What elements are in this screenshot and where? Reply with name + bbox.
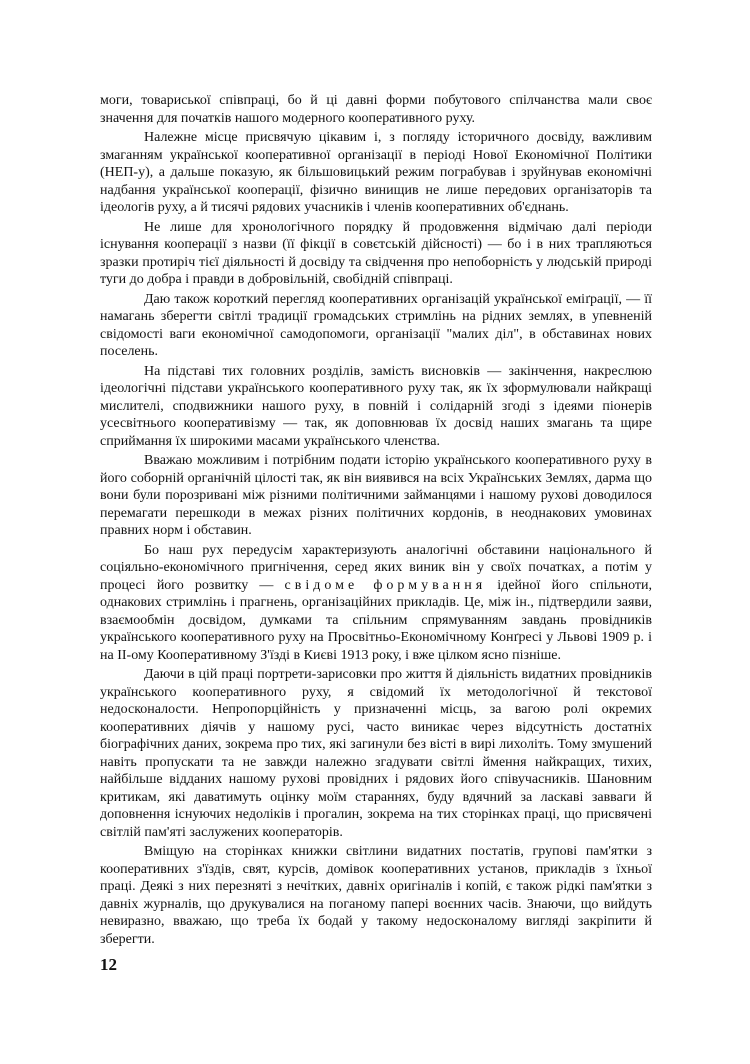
- page-body: [100, 92, 652, 950]
- paragraph-nep-period: Належне місце присвячую цікавим і, з погляду історичного досвіду, важливим змаганням української кооперативної організації в періоді Нової Економічної Політики (НЕП-у), а дальше показую, як більшовицький режим пограбував і зруйнував економічні надбання української кооперації, фізично винищив не лише передових організаторів та ідеологів руху, а й тисячі рядових учасників і членів кооперативних об'єднань.: [100, 130, 652, 215]
- paragraph-text-after: ідейної його спільноти, однакових стримлінь і прагнень, організаційних прикладів. Це, між ін., підтвердили заяви, взаємообмін досвідом, думками та спільним спрямуванням завдань провідників українського кооперативного руху на Просвітньо-Економічному Конґресі у Львові 1909 р. і на ІІ-ому Кооперативному З'їзді в Києві 1913 року, і вже цілком ясно пізніше.: [100, 577, 652, 663]
- paragraph-continuation: моги, товариської співпраці, бо й ці давні форми побутового спілчанства мали своє значення для початків нашого модерного кооперативного руху.: [100, 93, 652, 126]
- paragraph-sobornist: Вважаю можливим і потрібним подати історію українського кооперативного руху в його соборній органічній цілості так, як він виявився на всіх Українських Землях, дарма що вони були порозривані між різними політичними займанцями і нашому рухові доводилося перемагати перешкоди в межах різних політичних кордонів, в неоднакових умовинах правних норм і обставин.: [100, 453, 652, 538]
- paragraph-portraits: Даючи в цій праці портрети-зарисовки про життя й діяльність видатних провідників українського кооперативного руху, я свідомий їх методологічної й текстової недосконалости. Непропорційність у призначенні місць, за вагою ролі окремих кооперативних діячів у нашому русі, часто виникає через відсутність достатніх біографічних даних, зокрема про тих, які загинули без вісті в вирі лихоліть. Тому змушений навіть пропускати та не завжди належно згадувати світлі ймення найкращих, тихих, найбільше відданих нашому рухові провідних і рядових його співучасників. Шановним критикам, які даватимуть оцінку моїм стараннях, буду вдячний за ласкаві завваги й доповнення існуючих недоліків і прогалин, зокрема на тих сторінках праці, що присвячені світлій пам'яті заслужених кооператорів.: [100, 667, 652, 840]
- paragraph-text-before: Бо наш рух передусім характеризують аналогічні обставини національного й соціяльно-економічного пригнічення, серед яких виник він у своїх початках, а потім у процесі його розвитку —: [100, 542, 652, 593]
- paragraph-photographs: Вміщую на сторінках книжки світлини видатних постатів, групові пам'ятки з кооперативних з'їздів, свят, курсів, домівок кооперативних установ, прикладів з їхньої праці. Деякі з них перезняті з нечітких, давніх оригіналів і копій, є також рідкі пам'ятки з давніх журналів, що друкувалися на поганому папері воєнних часів. Знаючи, що вийдуть невиразно, вважаю, що треба їх бодай у такому недосконалому вигляді закріпити й зберегти.: [100, 844, 652, 947]
- page-number: 12: [100, 955, 117, 974]
- paragraph-emigration: Даю також короткий перегляд кооперативних організацій української еміґрації, — її намагань зберегти світлі традиції громадських стримлінь на рідних землях, в упевненій свідомості ваги економічної самодопомоги, організації "малих діл", в обставинах нових поселень.: [100, 291, 652, 359]
- spaced-emphasis: свідоме формування: [284, 577, 487, 593]
- paragraph-ideology: На підставі тих головних розділів, замість висновків — закінчення, накреслюю ідеологічні підстави українського кооперативного руху так, як їх зформулювали найкращі мислителі, сподвижники нашого руху, в повній і солідарній згоді з ідеями піонерів усесвітнього кооперативізму — так, як доповнював їх досвід наших змагань та щире сприймання їх широкими масами українського членства.: [100, 363, 652, 449]
- paragraph-analogous-conditions: [100, 542, 652, 665]
- paragraph-soviet-period: Не лише для хронологічного порядку й продовження відмічаю далі періоди існування кооперації з назви (її фікції в совєтській дійсності) — бо і в них трапляються зразки протиріч тієї діяльності й досвіду та свідчення про непоборність у людській природі туги до добра і правди в добровільній, свобідній співпраці.: [100, 219, 652, 287]
